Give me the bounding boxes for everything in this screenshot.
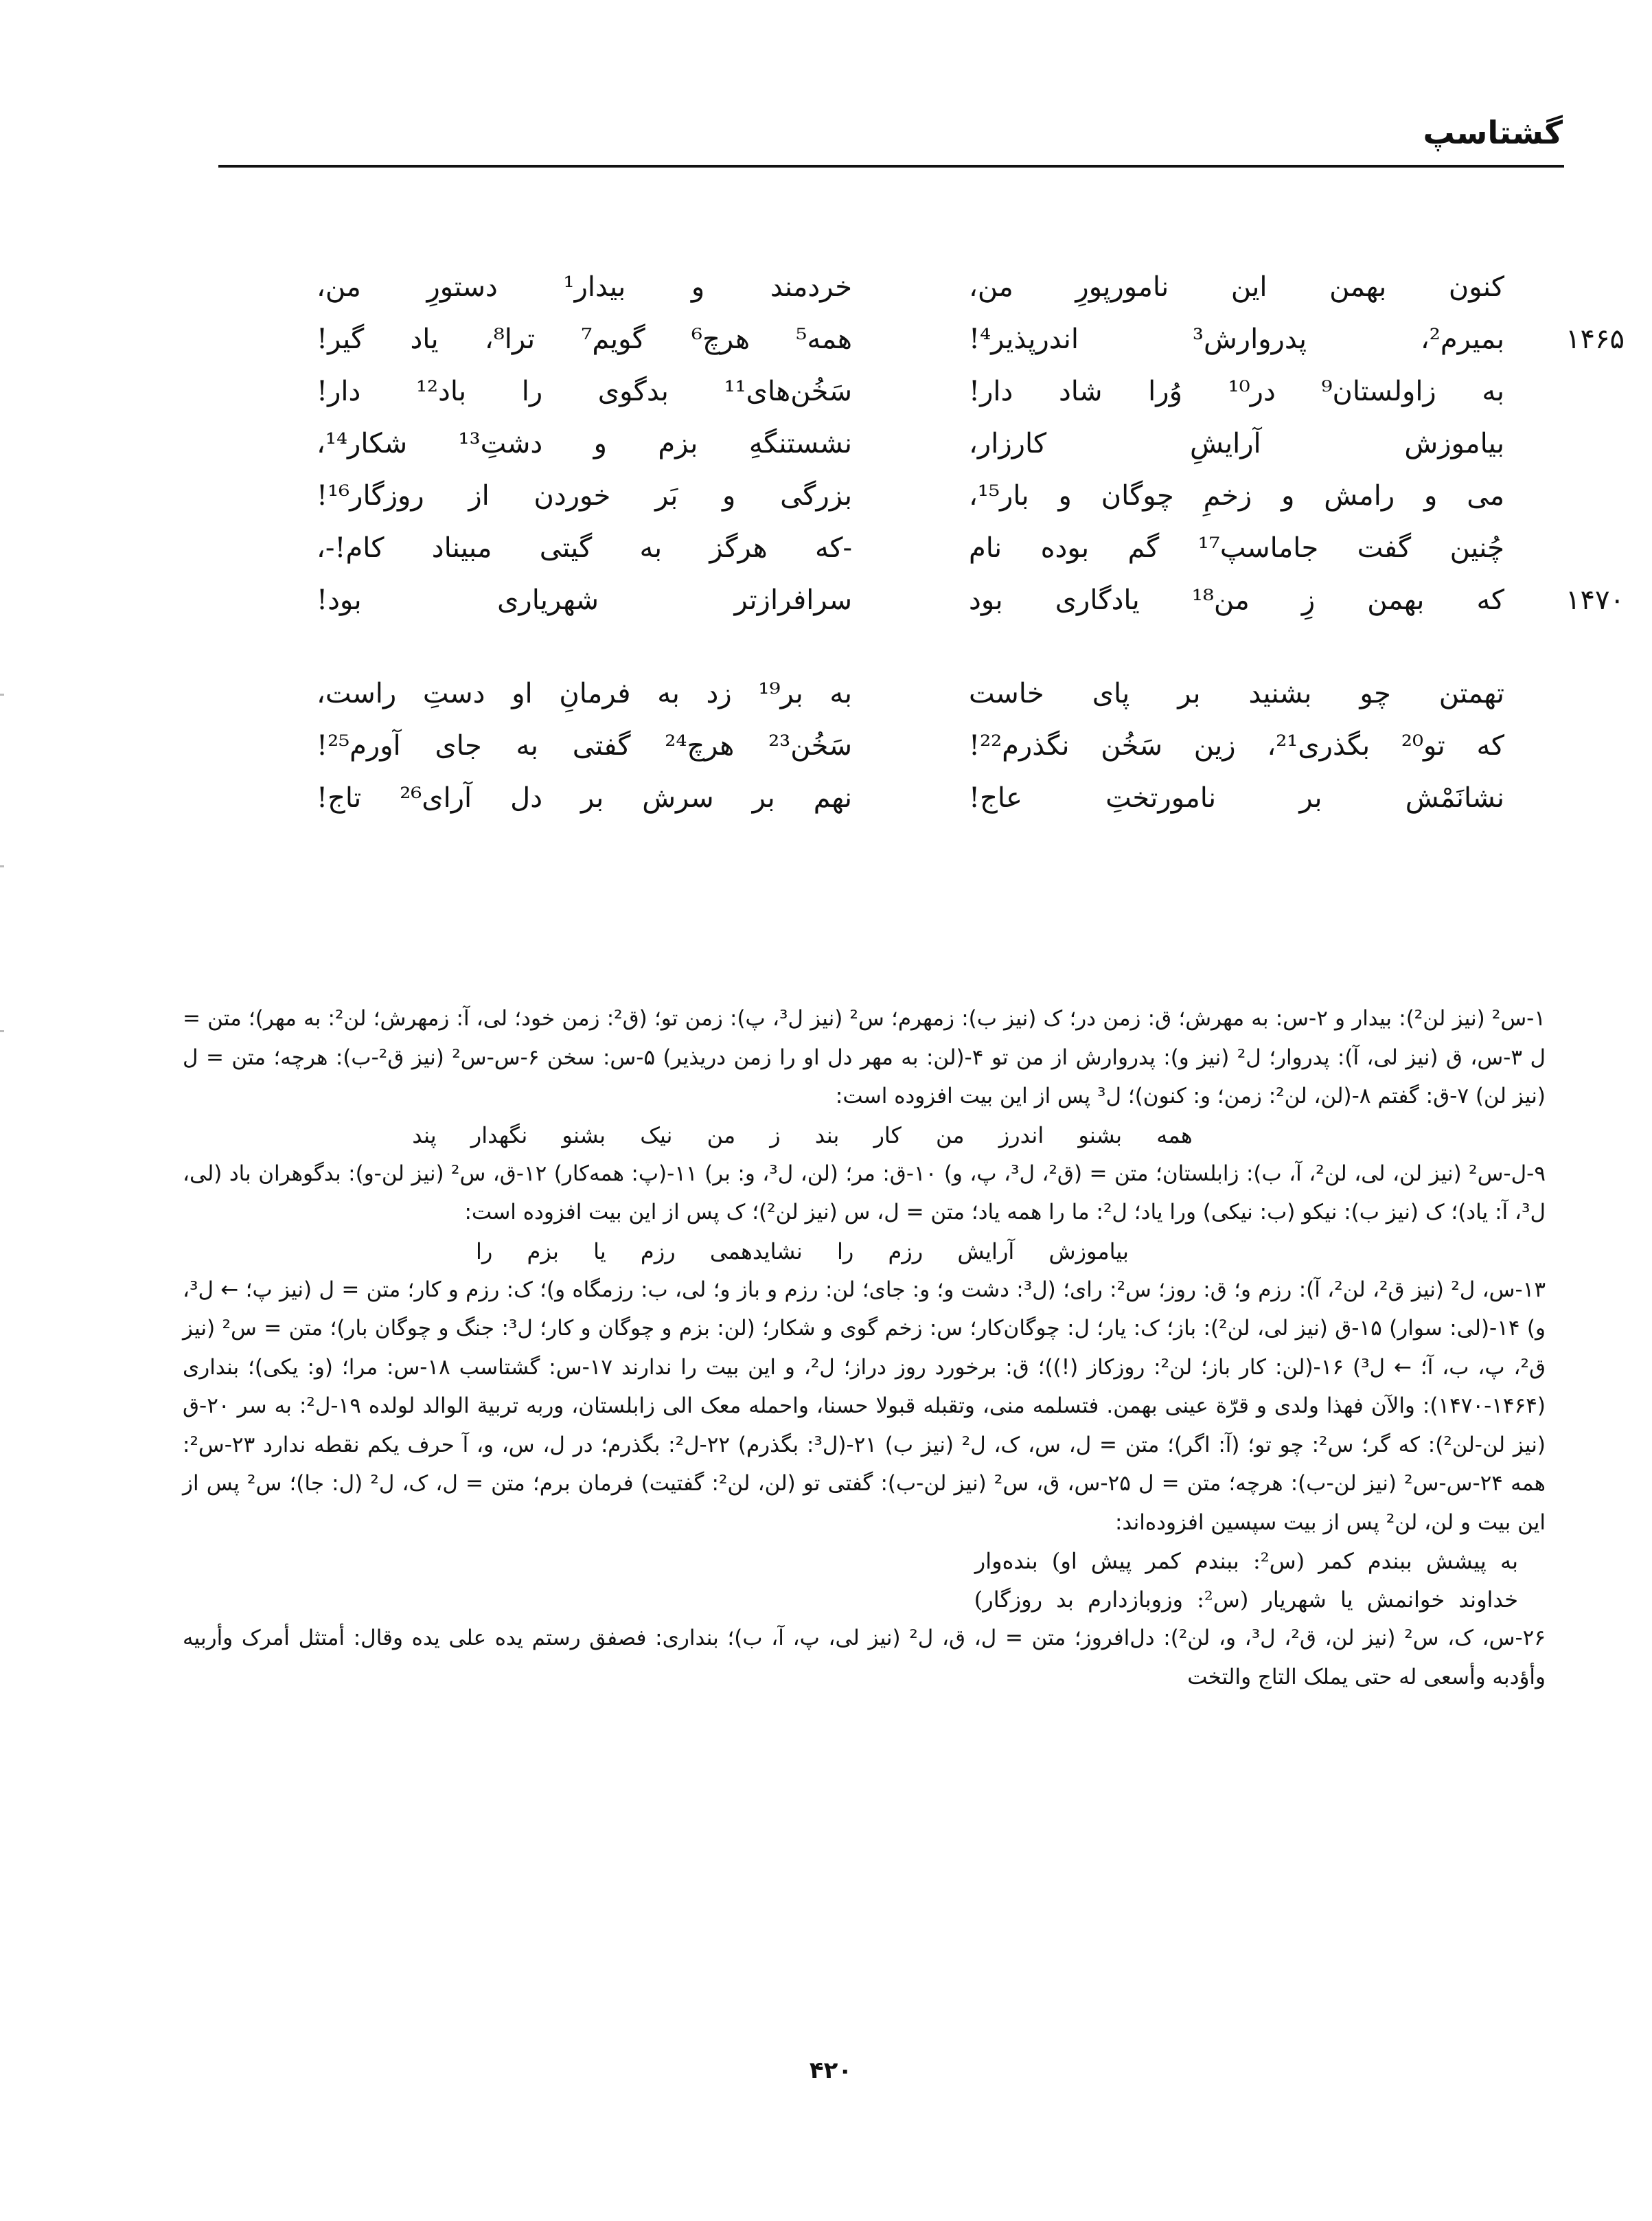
scan-artifact bbox=[0, 1030, 4, 1032]
hemistich-left: به بر¹⁹ زد به فرمانِ او دستِ راست، bbox=[317, 678, 853, 709]
running-title: گشتاسپ bbox=[1423, 114, 1563, 151]
bayt bbox=[296, 730, 1504, 782]
footnote-added-verse: بیاموزش آرایش رزم را نشایدهمی رزم یا بزم را bbox=[476, 1238, 1129, 1264]
footnote-paragraph: ۱۳-س، ل² (نیز ق²، لن²، آ): رزم و؛ ق: روز؛ س²: رای؛ (ل³: دشت و؛ و: جای؛ لن: رزم و باز و؛ لی، ب: رزمگاه و)؛ ک: رزم و کار؛ متن = ل (نیز پ؛ ← ل³، و) ۱۴-(لی: سوار) ۱۵-ق (نیز لی، لن²): باز؛ ک: یار؛ ل: چوگان‌کار؛ س: زخم گوی و شکار؛ (لن: بزم و چوگان و کار؛ ل³: جنگ و چوگان بار)؛ متن = س² (نیز ق²، پ، ب، آ؛ ← ل³) ۱۶-(لن: کار باز؛ لن²: روزکاز (!))؛ ق: برخورد روز دراز؛ ل²، و این بیت را ندارند ۱۷-س: گشتاسب ۱۸-س: مرا؛ (و: یکی)؛ بنداری (۱۴۶۴-۱۴۷۰): والآن فهذا ولدی و قرّة عینی بهمن. فتسلمه منی، وتقبله قبولا حسنا، واحمله معک الی زابلستان، وربه تربیة الوالد لولده ۱۹-ل²: به سر ۲۰-ق (نیز لن-لن²): که گر؛ س²: چو تو؛ (آ: اگر)؛ متن = ل، س، ک، ل² (نیز ب) ۲۱-(ل³: بگذرم) ۲۲-ل²: بگذرم؛ در ل، س، و، آ حرف یکم نقطه ندارد ۲۳-س²: همه ۲۴-س-س² (نیز لن-ب): هرچه؛ متن = ل ۲۵-س، ق، س² (نیز لن-ب): گفتی تو (لن، لن²: گفتیت) فرمان برم؛ متن = ل، ک، ل² (ل: جا)؛ س² پس از این بیت و لن، لن² پس از بیت سپسین افزوده‌اند: bbox=[183, 1277, 1546, 1535]
hemistich-right: تهمتن چو بشنید بر پای خاست bbox=[969, 678, 1504, 709]
hemistich-right: بمیرم²، پدروارش³ اندرپذیر⁴! bbox=[969, 323, 1504, 355]
hemistich-right: که تو²⁰ بگذری²¹، زین سَخُن نگذرم²²! bbox=[969, 730, 1504, 762]
stanza-2 bbox=[296, 678, 1504, 834]
verse-number: ۱۴۶۵ bbox=[1565, 323, 1625, 355]
footnote-paragraph: ۲۶-س، ک، س² (نیز لن، ق²، ل³، و، لن²): دل‌افروز؛ متن = ل، ق، ل² (نیز لی، پ، آ، ب)؛ بنداری: فصفق رستم یده علی یده وقال: أمتثل أمرک وأربیه وأؤدبه وأسعی له حتی یملک التاج والتخت bbox=[183, 1626, 1546, 1689]
hemistich-left: همه⁵ هرچ⁶ گویم⁷ ترا⁸، یاد گیر! bbox=[317, 323, 853, 355]
scan-artifact bbox=[0, 694, 4, 696]
bayt bbox=[296, 323, 1625, 376]
hemistich-right: که بهمن زِ من¹⁸ یادگاری بود bbox=[969, 584, 1504, 616]
hemistich-left: سَخُن‌های¹¹ بدگوی را باد¹² دار! bbox=[317, 376, 853, 407]
hemistich-right: کنون بهمن این نامورپورِ من، bbox=[969, 271, 1504, 303]
hemistich-right: می و رامش و زخمِ چوگان و بار¹⁵، bbox=[969, 480, 1504, 512]
hemistich-left: سَخُن²³ هرچ²⁴ گفتی به جای آورم²⁵! bbox=[317, 730, 852, 762]
stanza-1 bbox=[296, 271, 1625, 637]
bayt bbox=[296, 376, 1504, 428]
footnote-paragraph: ۱-س² (نیز لن²): بیدار و ۲-س: به مهرش؛ ق: زمن در؛ ک (نیز ب): زمهرم؛ س² (نیز ل³، پ): زمن تو؛ (ق²: زمن خود؛ لی، آ: زمهرش؛ لن²: به مهر)؛ متن = ل ۳-س، ق (نیز لی، آ): پدروار؛ ل² (نیز و): پدروارش از من تو ۴-(لن: به مهر دل او را زمن دریذیر) ۵-س: سخن ۶-س-س² (نیز ق²-ب): هرچه؛ متن = ل (نیز لن) ۷-ق: گفتم ۸-(لن، لن²: زمن؛ و: کنون)؛ ل³ پس از این بیت افزوده است: bbox=[183, 1006, 1546, 1108]
bayt bbox=[296, 782, 1504, 834]
bayt bbox=[296, 271, 1504, 323]
hemistich-left: نشستنگهِ بزم و دشتِ¹³ شکار¹⁴، bbox=[317, 428, 852, 459]
bayt bbox=[296, 532, 1504, 584]
footnote-added-verse: همه بشنو اندرز من کار بند ز من نیک بشنو نگهدار پند bbox=[412, 1121, 1193, 1148]
scan-artifact bbox=[0, 865, 4, 867]
bayt bbox=[296, 678, 1504, 730]
hemistich-right: نشانَمْش بر نامورتختِ عاج! bbox=[969, 782, 1504, 814]
hemistich-right: چُنین گفت جاماسپ¹⁷ گم بوده نام bbox=[969, 532, 1504, 564]
verse-number: ۱۴۷۰ bbox=[1565, 584, 1625, 616]
header-rule bbox=[218, 165, 1564, 168]
hemistich-right: به زاولستان⁹ در¹⁰ وُرا شاد دار! bbox=[969, 376, 1504, 407]
footnote-added-verse: به پیشش ببندم کمر (س²: ببندم کمر پیش او) بنده‌وار bbox=[974, 1548, 1518, 1574]
footnote-paragraph: ۹-ل-س² (نیز لن، لی، لن²، آ، ب): زابلستان؛ متن = (ق²، ل³، پ، و) ۱۰-ق: مر؛ (لن، ل³، و: بر) ۱۱-(پ: همه‌کار) ۱۲-ق، س² (نیز لن-و): بدگوهران باد (لی، ل³، آ: یاد)؛ ک (نیز ب): نیکو (ب: نیکی) ورا یاد؛ ل²: ما را همه یاد؛ متن = ل، س (نیز لن²)؛ ک پس از این بیت افزوده است: bbox=[183, 1161, 1546, 1225]
footnotes-block bbox=[183, 999, 1546, 1696]
page-number: ۴۲۰ bbox=[809, 2057, 853, 2084]
hemistich-left: سرافرازتر شهریاری بود! bbox=[317, 584, 852, 616]
hemistich-left: خردمند و بیدار¹ دستورِ من، bbox=[317, 271, 852, 303]
poem-block bbox=[296, 271, 1625, 876]
bayt bbox=[296, 428, 1504, 480]
hemistich-left: -که هرگز به گیتی مبیناد کام!-، bbox=[317, 532, 852, 564]
hemistich-left: نهم بر سرش بر دل آرای²⁶ تاج! bbox=[317, 782, 853, 814]
footnote-added-verse: خداوند خوانمش یا شهریار (س²: وزوبازدارم بد روزگار) bbox=[974, 1586, 1518, 1613]
hemistich-right: بیاموزش آرایشِ کارزار، bbox=[969, 428, 1504, 459]
hemistich-left: بزرگی و بَر خوردن از روزگار¹⁶! bbox=[317, 480, 852, 512]
bayt bbox=[296, 480, 1504, 532]
bayt bbox=[296, 584, 1625, 637]
